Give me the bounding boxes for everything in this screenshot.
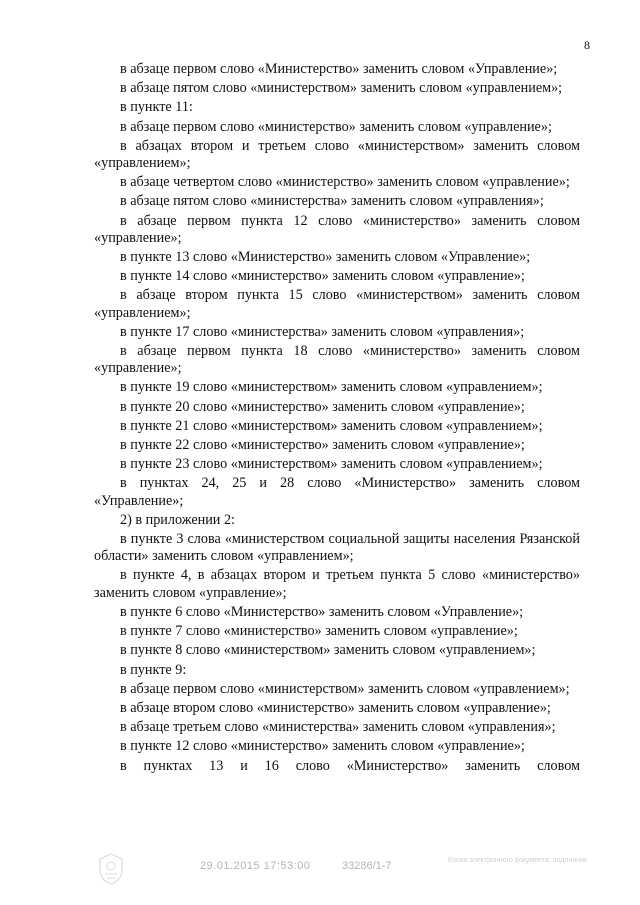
document-paragraph: в абзаце первом слово «Министерство» заменить словом «Управление»; (120, 61, 558, 77)
document-body (94, 61, 580, 775)
document-paragraph: в пункте 11: (120, 99, 193, 116)
document-paragraph: в пункте 9: (120, 661, 187, 678)
document-paragraph: в пункте 6 слово «Министерство» заменить словом «Управление»; (120, 603, 524, 620)
document-paragraph: в абзацах втором и третьем слово «министерством» заменить словом «управлением»; (94, 137, 580, 172)
document-paragraph: в пункте 20 слово «министерство» заменить словом «управление»; (120, 398, 525, 415)
footer-date: 29.01.2015 17:53:00 (200, 860, 311, 872)
document-paragraph: в пунктах 24, 25 и 28 слово «Министерство» заменить словом «Управление»; (94, 475, 580, 509)
document-paragraph: в абзаце пятом слово «министерством» заменить словом «управлением»; (120, 80, 563, 97)
document-paragraph: 2) в приложении 2: (120, 511, 235, 528)
footer-document-id: 33286/1-7 (342, 860, 392, 872)
document-paragraph: в пункте 13 слово «Министерство» заменить словом «Управление»; (120, 249, 531, 266)
document-paragraph: в пункте 3 слова «министерством социальной защиты населения Рязанской области» заменить словом «управлением»; (94, 531, 580, 565)
document-paragraph: в пункте 14 слово «министерство» заменить словом «управление»; (120, 268, 525, 285)
document-paragraph: в абзаце первом пункта 18 слово «министерство» заменить словом «управление»; (94, 343, 580, 377)
document-paragraph: в пункте 19 слово «министерством» заменить словом «управлением»; (120, 379, 543, 396)
page-footer (0, 850, 640, 890)
document-paragraph: в пункте 4, в абзацах втором и третьем пункта 5 слово «министерство» заменить словом «управление»; (94, 567, 580, 601)
document-paragraph: в абзаце первом пункта 12 слово «министерство» заменить словом «управление»; (94, 212, 580, 246)
page-number: 8 (584, 38, 590, 52)
document-paragraph: в пункте 23 слово «министерством» заменить словом «управлением»; (120, 456, 543, 473)
document-paragraph: в пунктах 13 и 16 слово «Министерство» заменить словом (120, 757, 580, 774)
document-paragraph: в абзаце втором пункта 15 слово «министерством» заменить словом «управлением»; (94, 287, 580, 321)
document-paragraph: в пункте 21 слово «министерством» заменить словом «управлением»; (120, 417, 543, 434)
document-paragraph: в пункте 22 слово «министерство» заменить словом «управление»; (120, 437, 525, 454)
document-paragraph: в абзаце третьем слово «министерства» заменить словом «управления»; (120, 719, 556, 736)
document-paragraph: в абзаце четвертом слово «министерство» заменить словом «управление»; (120, 174, 570, 191)
coat-of-arms-icon (96, 852, 126, 886)
footer-note: Копия электронного документа, подлинник (448, 857, 588, 864)
document-paragraph: в абзаце первом слово «министерство» заменить словом «управление»; (120, 118, 552, 135)
document-paragraph: в абзаце первом слово «министерством» заменить словом «управлением»; (120, 680, 570, 697)
document-paragraph: в пункте 12 слово «министерство» заменить словом «управление»; (120, 738, 525, 755)
document-paragraph: в абзаце втором слово «министерство» заменить словом «управление»; (120, 699, 551, 716)
document-paragraph: в абзаце пятом слово «министерства» заменить словом «управления»; (120, 193, 544, 210)
document-paragraph: в пункте 17 слово «министерства» заменить словом «управления»; (120, 323, 525, 340)
document-paragraph: в пункте 7 слово «министерство» заменить словом «управление»; (120, 623, 518, 640)
document-paragraph: в пункте 8 слово «министерством» заменить словом «управлением»; (120, 642, 536, 659)
